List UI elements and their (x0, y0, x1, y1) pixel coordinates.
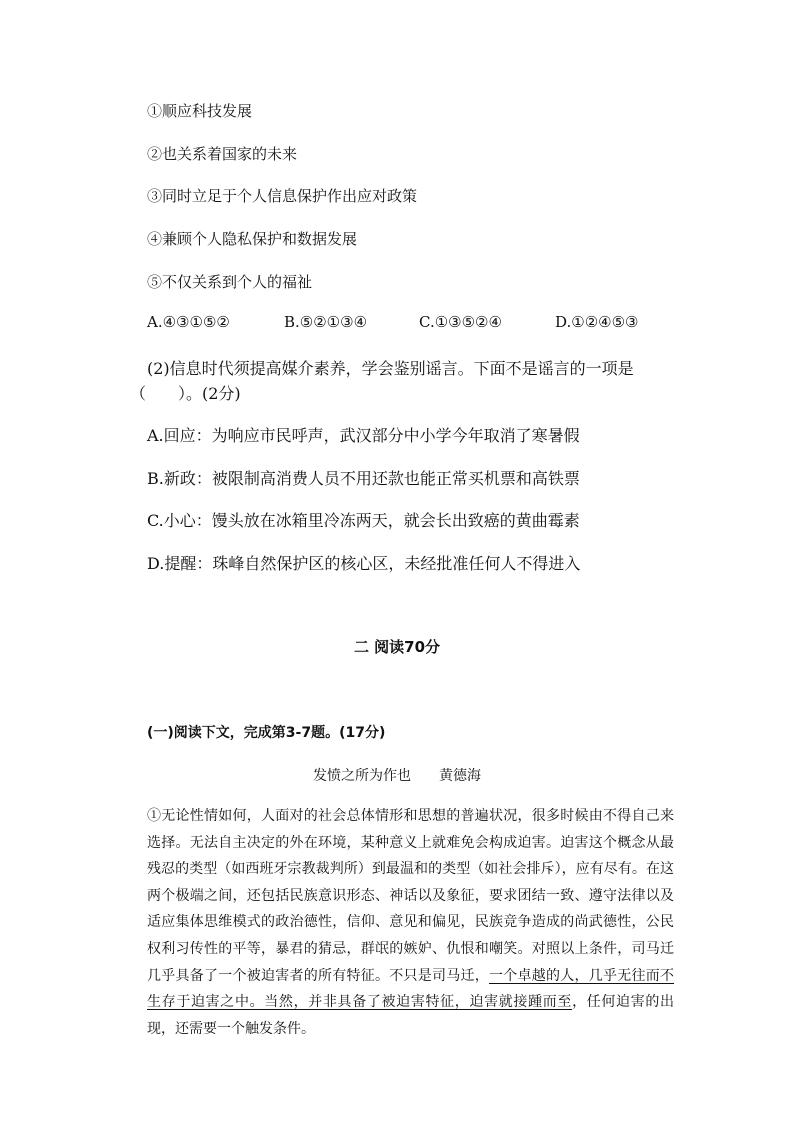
answer-c: C.小心：馒头放在冰箱里冷冻两天，就会长出致癌的黄曲霉素 (147, 511, 580, 530)
answer-b: B.新政：被限制高消费人员不用还款也能正常买机票和高铁票 (147, 469, 580, 488)
section-title: 二 阅读70分 (353, 638, 441, 656)
choice-d: D.①②④⑤③ (555, 313, 639, 331)
question-2-line2: （ ）。(2分) (130, 384, 241, 403)
paragraph-text-end: ，任何迫害的出现，还需要一个触发条件。 (147, 994, 675, 1037)
choice-a: A.④③①⑤② (147, 313, 230, 331)
option-4: ④兼顾个人隐私保护和数据发展 (147, 230, 358, 248)
question-2-line1: (2)信息时代须提高媒介素养，学会鉴别谣言。下面不是谣言的一项是 (147, 359, 634, 378)
option-3: ③同时立足于个人信息保护作出应对政策 (147, 187, 418, 205)
article-paragraph (147, 803, 674, 1042)
option-1: ①顺应科技发展 (147, 102, 253, 120)
choice-b: B.⑤②①③④ (284, 313, 368, 331)
article-author: 黄德海 (439, 768, 481, 784)
choice-c: C.①③⑤②④ (419, 313, 502, 331)
article-title-line (0, 765, 794, 785)
choice-row (0, 313, 794, 335)
paragraph-text: ①无论性情如何，人面对的社会总体情形和思想的普遍状况，很多时候由不得自己来选择。无法自主决定的外在环境，某种意义上就难免会构成迫害。迫害这个概念从最残忍的类型（如西班牙宗教裁判所）到最温和的类型（如社会排斥），应有尽有。在这两个极端之间，还包括民族意识形态、神话以及象征，要求团结一致、遵守法律以及适应集体思维模式的政治德性，信仰、意见和偏见，民族竞争造成的尚武德性，公民权利习传性的平等，暴君的猜忌，群氓的嫉妒、仇恨和嘲笑。对照以上条件，司马迁几乎具备了一个被迫害者的所有特征。不只是司马迁， (147, 808, 674, 984)
option-2: ②也关系着国家的未来 (147, 145, 298, 163)
article-title: 发愤之所为作也 (313, 768, 411, 784)
answer-d: D.提醒：珠峰自然保护区的核心区，未经批准任何人不得进入 (147, 554, 581, 573)
answer-a: A.回应：为响应市民呼声，武汉部分中小学今年取消了寒暑假 (147, 426, 580, 445)
reading-intro: (一)阅读下文，完成第3-7题。(17分) (147, 725, 386, 741)
underlined-text: 一个卓越的人，几乎无往而不生存于迫害之中。当然，并非具备了被迫害特征，迫害就接踵而至 (147, 967, 674, 1011)
option-5: ⑤不仅关系到个人的福祉 (147, 273, 313, 291)
